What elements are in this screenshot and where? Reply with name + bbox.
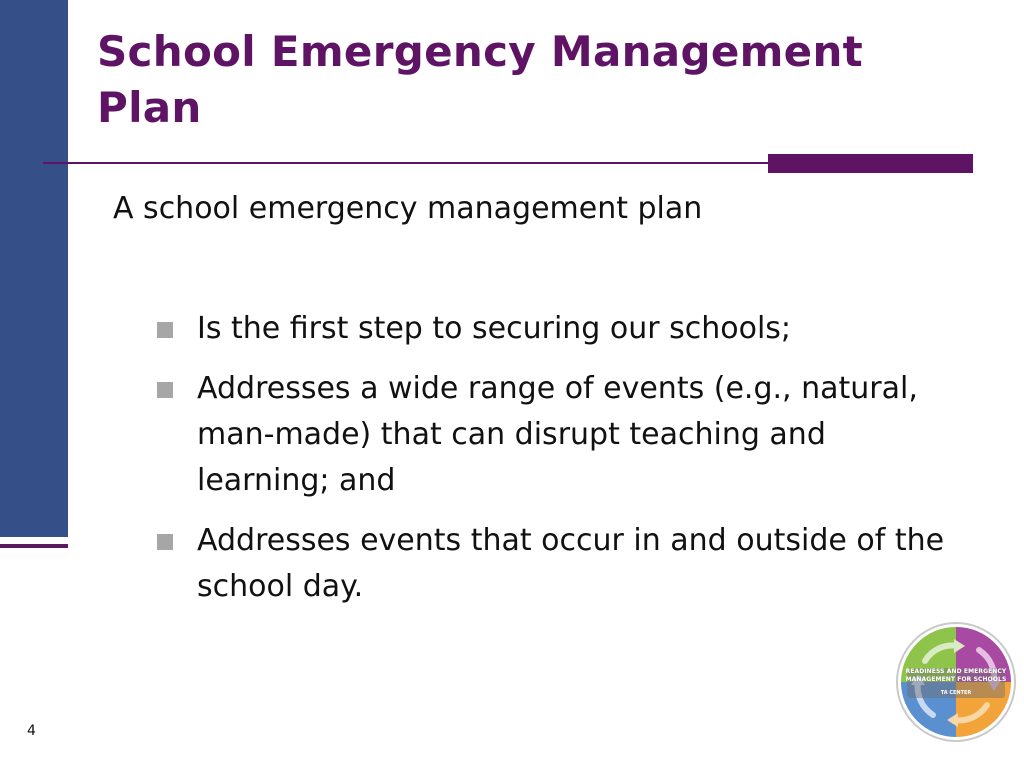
square-bullet-icon bbox=[157, 322, 173, 338]
slide-title: School Emergency Management Plan bbox=[97, 27, 864, 132]
logo-line-1: READINESS AND EMERGENCY bbox=[905, 668, 1007, 675]
page-number: 4 bbox=[27, 723, 36, 739]
bullet-item-1 bbox=[155, 306, 945, 352]
bullet-text-3: Addresses events that occur in and outside of the school day. bbox=[197, 523, 945, 604]
bullet-list bbox=[155, 306, 945, 624]
bullet-item-2 bbox=[155, 366, 945, 504]
logo-line-2: MANAGEMENT FOR SCHOOLS bbox=[905, 676, 1007, 683]
bullet-text-1: Is the first step to securing our schools; bbox=[197, 311, 792, 346]
square-bullet-icon bbox=[157, 382, 173, 398]
intro-text: A school emergency management plan bbox=[113, 191, 703, 226]
left-decorative-bar bbox=[0, 0, 68, 537]
logo-line-3: TA CENTER bbox=[940, 690, 972, 696]
bullet-item-3 bbox=[155, 518, 945, 610]
title-divider-block bbox=[768, 154, 973, 173]
title-divider-line bbox=[43, 162, 773, 164]
logo-text-main bbox=[905, 668, 1007, 684]
square-bullet-icon bbox=[157, 534, 173, 550]
left-accent-line bbox=[0, 544, 68, 548]
rems-ta-center-logo bbox=[895, 621, 1017, 743]
bullet-text-2: Addresses a wide range of events (e.g., natural, man-made) that can disrupt teaching and learning; and bbox=[197, 371, 918, 498]
